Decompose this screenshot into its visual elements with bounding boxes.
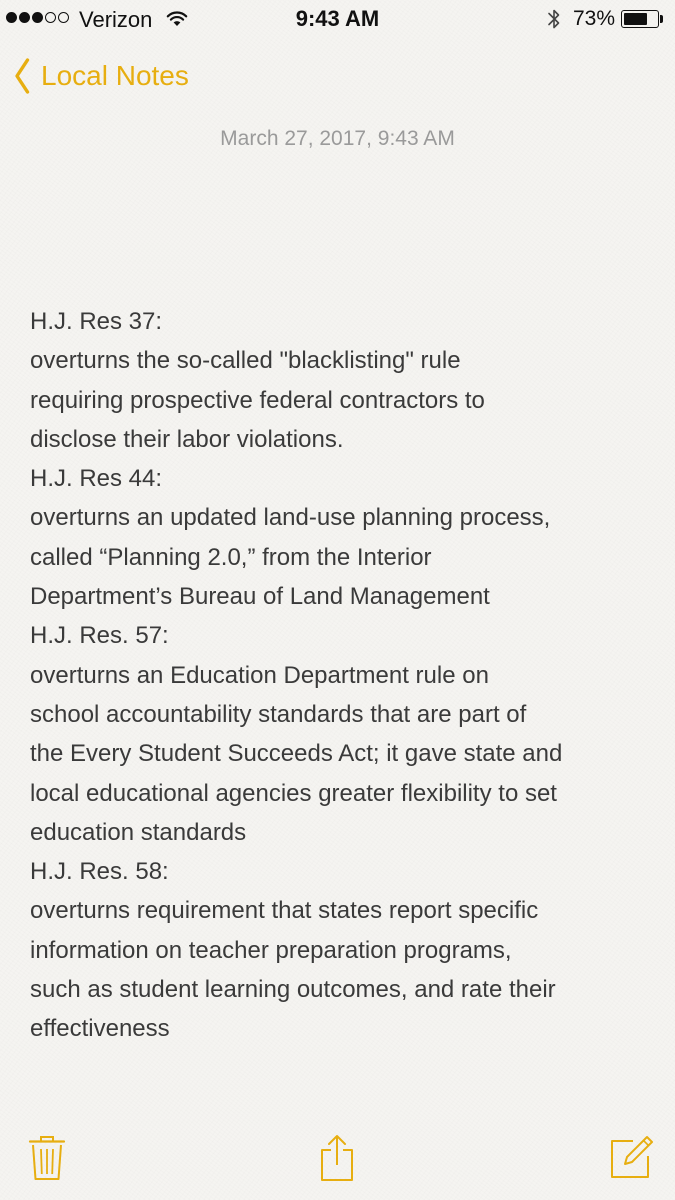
note-line: education standards: [30, 818, 247, 846]
chevron-left-icon: [14, 57, 30, 95]
note-line: overturns an Education Department rule on: [30, 661, 489, 689]
note-line: local educational agencies greater flexibility to set: [30, 779, 557, 807]
delete-button[interactable]: [28, 1134, 66, 1187]
trash-icon: [28, 1134, 66, 1182]
compose-icon: [609, 1134, 655, 1180]
battery-cap: [660, 15, 663, 23]
note-line: requiring prospective federal contractors to: [30, 386, 485, 414]
battery-level-fill: [624, 13, 647, 25]
note-line: effectiveness: [30, 1015, 170, 1043]
note-line: H.J. Res 37:: [30, 308, 163, 335]
note-line: Department’s Bureau of Land Management: [30, 583, 490, 611]
share-button[interactable]: [318, 1133, 356, 1188]
note-line: school accountability standards that are part of: [30, 700, 527, 728]
back-button-label: Local Notes: [41, 60, 189, 91]
note-line: H.J. Res. 58:: [30, 858, 169, 886]
battery-icon: [621, 10, 659, 28]
note-line: disclose their labor violations.: [30, 425, 344, 453]
note-line: such as student learning outcomes, and rate their: [30, 976, 556, 1004]
note-body[interactable]: [30, 302, 660, 1049]
note-line: the Every Student Succeeds Act; it gave state and: [30, 740, 563, 768]
note-line: overturns an updated land-use planning process,: [30, 504, 551, 532]
note-line: information on teacher preparation programs,: [30, 936, 512, 964]
status-time: 9:43 AM: [295, 6, 380, 31]
carrier-name: Verizon: [79, 7, 153, 32]
note-line: overturns the so-called "blacklisting" rule: [30, 347, 461, 375]
share-icon: [318, 1133, 356, 1183]
note-date: March 27, 2017, 9:43 AM: [220, 127, 455, 150]
note-line: called “Planning 2.0,” from the Interior: [30, 543, 432, 571]
bluetooth-icon: [546, 7, 562, 31]
note-line: overturns requirement that states report specific: [30, 897, 539, 925]
status-bar: [0, 0, 675, 40]
compose-button[interactable]: [609, 1134, 655, 1185]
note-line: H.J. Res 44:: [30, 465, 163, 493]
back-button[interactable]: [14, 55, 189, 97]
battery-percentage: 73%: [573, 7, 616, 30]
note-line: H.J. Res. 57:: [30, 622, 169, 650]
